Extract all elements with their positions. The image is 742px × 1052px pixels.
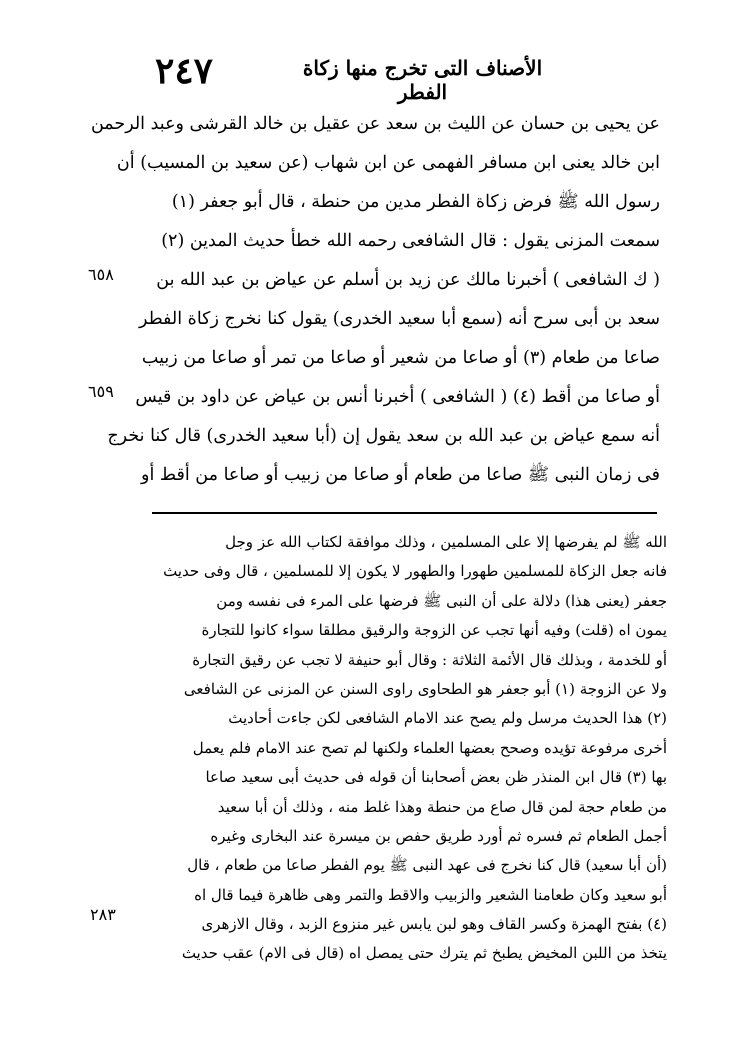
main-text-line: سمعت المزنى يقول : قال الشافعى رحمه الله خطأ حديث المدين (٢) — [161, 231, 660, 251]
footnote-line: الله ﷺ لم يفرضها إلا على المسلمين ، وذلك موافقة لكتاب الله عز وجل — [225, 533, 667, 551]
footnote-line: جعفر (يعنى هذا) دلالة على أن النبى ﷺ فرضها على المرء فى نفسه ومن — [216, 591, 667, 610]
margin-number: ٢٨٣ — [90, 905, 116, 924]
main-text-line: أو صاعا من أقط (٤) ( الشافعى ) أخبرنا أنس بن عياض عن داود بن قيس — [135, 387, 660, 407]
footnote-line: أبو سعيد وكان طعامنا الشعير والزبيب والاقط والتمر وهى ظاهرة فيما قال اه — [194, 885, 667, 904]
footnote-line: من طعام حجة لمن قال صاع من حنطة وهذا غلط منه ، وذلك أن أبا سعيد — [217, 797, 667, 816]
footnote-line: ولا عن الزوجة (١) أبو جعفر هو الطحاوى راوى السنن عن المزنى عن الشافعى — [183, 679, 667, 698]
margin-number: ٦٥٨ — [88, 265, 114, 284]
footnote-divider — [152, 512, 657, 514]
footnote-line: أو للخدمة ، وبذلك قال الأئمة الثلاثة : وقال أبو حنيفة لا تجب عن رقيق التجارة — [192, 650, 667, 669]
main-text-line: ( ك الشافعى ) أخبرنا مالك عن زيد بن أسلم عن عياض بن عبد الله بن — [156, 270, 660, 290]
main-text-line: أنه سمع عياض بن عبد الله بن سعد يقول إن (أبا سعيد الخدرى) قال كنا نخرج — [107, 426, 660, 446]
page-number: ٢٤٧ — [155, 50, 214, 92]
main-text-line: رسول الله ﷺ فرض زكاة الفطر مدين من حنطة ، قال أبو جعفر (١) — [171, 192, 660, 212]
main-text-line: ابن خالد يعنى ابن مسافر الفهمى عن ابن شهاب (عن سعيد بن المسيب) أن — [116, 153, 660, 173]
footnote-line: (أن أبا سعيد) قال كنا نخرج فى عهد النبى ﷺ يوم الفطر صاعا من طعام ، قال — [187, 856, 667, 875]
footnote-line: يتخذ من اللبن المخيض يطبخ ثم يترك حتى يمصل اه (قال فى الام) عقب حديث — [181, 944, 667, 963]
running-title: الأصناف التى تخرج منها زكاة الفطر — [302, 56, 543, 104]
footnote-line: بها (٣) قال ابن المنذر ظن بعض أصحابنا أن قوله فى حديث أبى سعيد صاعا — [205, 768, 667, 787]
footnote-line: أجمل الطعام ثم فسره ثم أورد طريق حفص بن ميسرة عند البخارى وغيره — [210, 826, 667, 845]
main-text-line: عن يحيى بن حسان عن الليث بن سعد عن عقيل بن خالد القرشى وعبد الرحمن — [90, 114, 660, 134]
margin-number: ٦٥٩ — [88, 382, 114, 401]
footnotes — [132, 528, 667, 969]
main-text-line: فى زمان النبى ﷺ صاعا من طعام أو صاعا من زبيب أو صاعا من أقط أو — [141, 465, 660, 485]
main-text-line: صاعا من طعام (٣) أو صاعا من شعير أو صاعا من تمر أو صاعا من زبيب — [141, 348, 660, 368]
footnote-line: (٢) هذا الحديث مرسل ولم يصح عند الامام الشافعى لكن جاءت أحاديث — [228, 709, 667, 728]
footnote-line: (٤) بفتح الهمزة وكسر القاف وهو لبن يابس غير منزوع الزبد ، وقال الازهرى — [201, 915, 667, 934]
footnote-line: أخرى مرفوعة تؤيده وصحح بعضها العلماء ولكنها لم تصح عند الامام فلم يعمل — [192, 738, 667, 757]
footnote-line: فانه جعل الزكاة للمسلمين طهورا والطهور لا يكون إلا للمسلمين ، قال وفى حديث — [163, 562, 667, 581]
footnote-line: يمون اه (قلت) وفيه أنها تجب عن الزوجة والرقيق مطلقا سواء كانوا للتجارة — [201, 621, 667, 640]
main-text-line: سعد بن أبى سرح أنه (سمع أبا سعيد الخدرى) يقول كنا نخرج زكاة الفطر — [139, 309, 660, 329]
